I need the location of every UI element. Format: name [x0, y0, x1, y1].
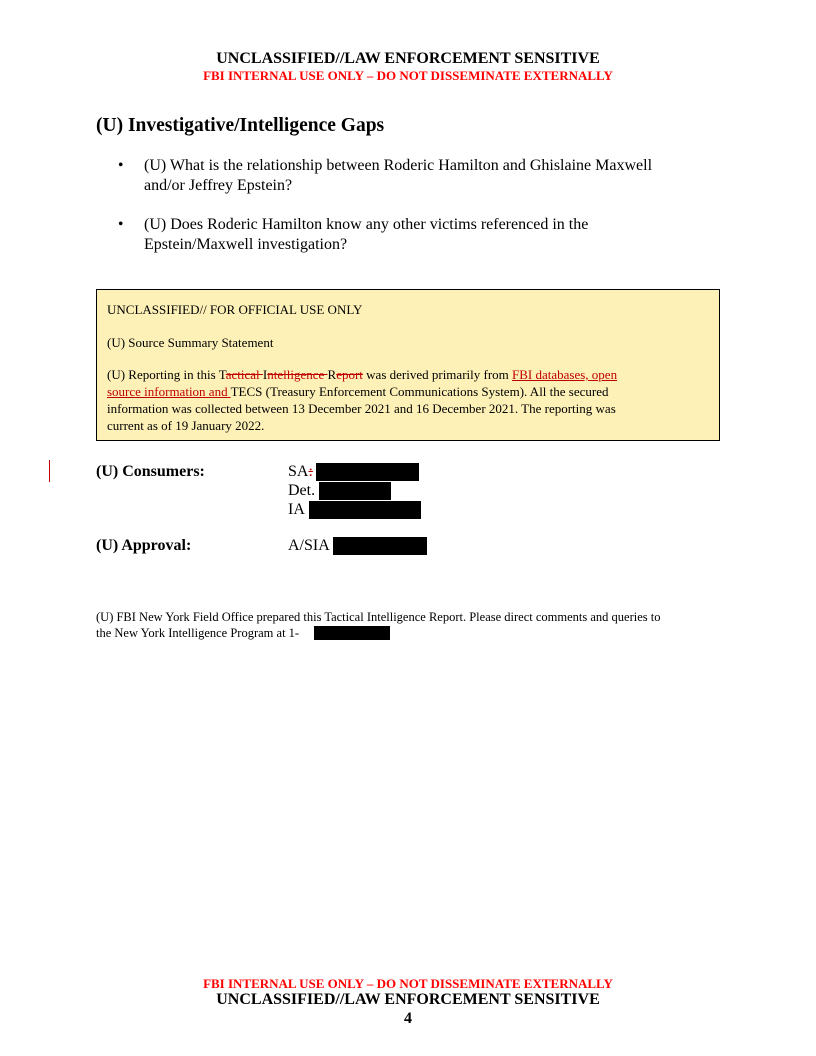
deleted-text: ntelligence: [267, 367, 328, 382]
source-summary-box: [96, 289, 720, 441]
approver-asia: A/SIA: [288, 537, 330, 554]
page-number: 4: [404, 1010, 412, 1027]
bullet-line: (U) What is the relationship between Roderic Hamilton and Ghislaine Maxwell: [144, 157, 653, 174]
paragraph-line: (U) Reporting in this Tactical Intelligence Report was derived primarily from FBI databases, open: [107, 367, 618, 382]
paragraph-line: source information and TECS (Treasury Enforcement Communications System). All the secured: [107, 384, 609, 399]
source-summary-paragraph: [107, 366, 667, 434]
bullet-line: and/or Jeffrey Epstein?: [144, 177, 293, 194]
consumer-ia: IA: [288, 501, 305, 518]
footer-classification: UNCLASSIFIED//LAW ENFORCEMENT SENSITIVE: [216, 991, 600, 1008]
deleted-text: eport: [336, 367, 363, 382]
approval-label: (U) Approval:: [96, 537, 192, 554]
paragraph-line: information was collected between 13 December 2021 and 16 December 2021. The reporting was: [107, 401, 616, 416]
box-marking: UNCLASSIFIED// FOR OFFICIAL USE ONLY: [107, 302, 363, 317]
redaction-box: [333, 537, 427, 555]
deleted-text: actical: [225, 367, 263, 382]
header-handling-caveat: FBI INTERNAL USE ONLY – DO NOT DISSEMINATE EXTERNALLY: [203, 68, 613, 83]
list-item: [144, 215, 704, 255]
redaction-box: [319, 482, 391, 500]
note-line: (U) FBI New York Field Office prepared this Tactical Intelligence Report. Please direct comments and queries to: [96, 610, 661, 624]
bullet-line: Epstein/Maxwell investigation?: [144, 236, 348, 253]
header-classification: UNCLASSIFIED//LAW ENFORCEMENT SENSITIVE: [216, 50, 600, 67]
consumers-label: (U) Consumers:: [96, 463, 205, 480]
section-title: (U) Investigative/Intelligence Gaps: [96, 115, 385, 136]
bullet-icon: •: [118, 157, 124, 174]
bullet-icon: •: [118, 216, 124, 233]
paragraph-line: current as of 19 January 2022.: [107, 418, 265, 433]
redaction-box: [309, 501, 421, 519]
note-line: the New York Intelligence Program at 1-: [96, 625, 300, 640]
prepared-by-note: [96, 610, 716, 641]
deleted-text: :: [308, 463, 313, 480]
change-bar: [49, 460, 50, 482]
consumer-sa: SA:: [288, 463, 313, 480]
inserted-text: source information and: [107, 384, 231, 399]
footer-handling-caveat: FBI INTERNAL USE ONLY – DO NOT DISSEMINATE EXTERNALLY: [203, 976, 613, 991]
inserted-text: FBI databases, open: [512, 367, 618, 382]
list-item: [144, 156, 704, 196]
consumer-det: Det.: [288, 482, 316, 499]
box-heading: (U) Source Summary Statement: [107, 335, 274, 350]
redaction-box: [316, 463, 419, 481]
redaction-box: [314, 626, 390, 640]
bullet-line: (U) Does Roderic Hamilton know any other victims referenced in the: [144, 216, 589, 233]
